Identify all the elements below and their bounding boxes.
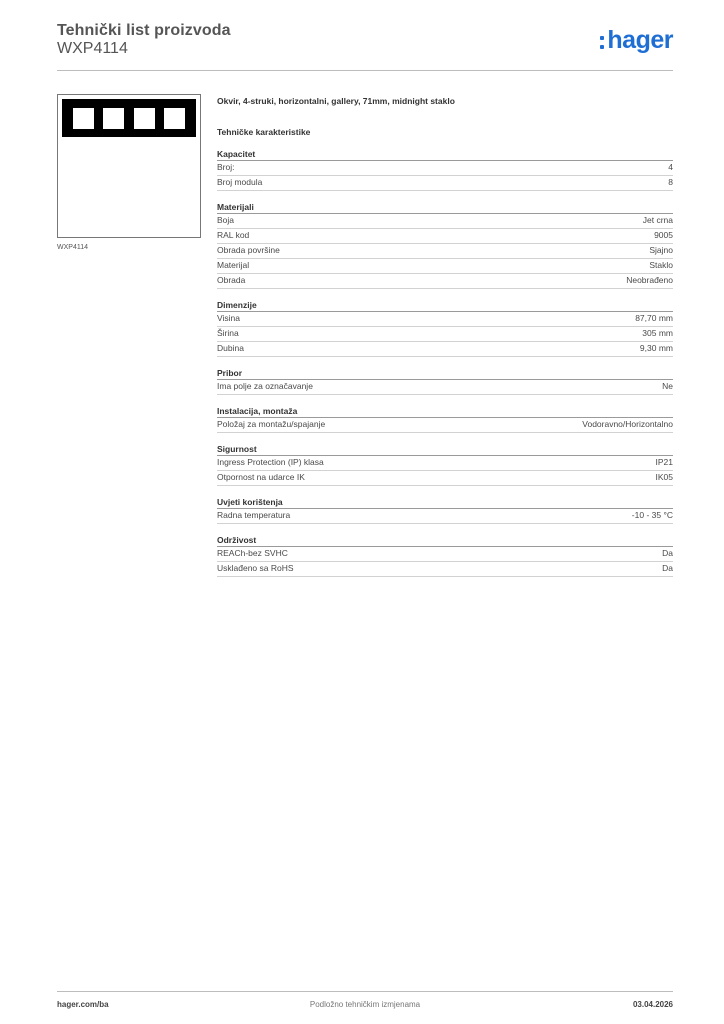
spec-group	[217, 443, 673, 486]
spec-value: Da	[662, 548, 673, 558]
frame-illustration	[62, 99, 196, 137]
spec-value: 9005	[654, 230, 673, 240]
spec-value: Jet crna	[642, 215, 673, 225]
spec-group	[217, 496, 673, 524]
spec-value: 305 mm	[642, 328, 673, 338]
product-description: Okvir, 4-struki, horizontalni, gallery, 71mm, midnight staklo	[217, 96, 455, 106]
spec-group-title: Instalacija, montaža	[217, 405, 673, 418]
spec-group-title: Uvjeti korištenja	[217, 496, 673, 509]
spec-group	[217, 367, 673, 395]
spec-label: Broj modula	[217, 177, 263, 187]
spec-row	[217, 418, 673, 433]
spec-row	[217, 161, 673, 176]
tech-characteristics-heading: Tehničke karakteristike	[217, 127, 311, 137]
spec-value: IK05	[655, 472, 673, 482]
spec-value: Vodoravno/Horizontalno	[582, 419, 673, 429]
spec-label: Obrada	[217, 275, 246, 285]
page-header	[57, 20, 673, 71]
spec-group-title: Materijali	[217, 201, 673, 214]
spec-label: Ingress Protection (IP) klasa	[217, 457, 324, 467]
footer-date: 03.04.2026	[632, 1000, 673, 1009]
spec-label: Položaj za montažu/spajanje	[217, 419, 326, 429]
spec-group-title: Kapacitet	[217, 148, 673, 161]
spec-group	[217, 201, 673, 289]
spec-row	[217, 244, 673, 259]
spec-group-title: Održivost	[217, 534, 673, 547]
logo-colon-icon	[600, 36, 604, 49]
spec-label: Radna temperatura	[217, 510, 291, 520]
spec-label: Otpornost na udarce IK	[217, 472, 305, 482]
spec-row	[217, 547, 673, 562]
spec-value: Sjajno	[649, 245, 673, 255]
spec-value: 9,30 mm	[639, 343, 673, 353]
spec-label: Širina	[217, 328, 239, 338]
spec-row	[217, 214, 673, 229]
spec-value: Neobrađeno	[626, 275, 673, 285]
spec-row	[217, 342, 673, 357]
spec-row	[217, 176, 673, 191]
image-caption: WXP4114	[57, 244, 88, 251]
spec-group-title: Dimenzije	[217, 299, 673, 312]
spec-value: 8	[668, 177, 673, 187]
footer-website: hager.com/ba	[57, 1000, 109, 1009]
spec-label: Usklađeno sa RoHS	[217, 563, 294, 573]
spec-label: Dubina	[217, 343, 244, 353]
spec-row	[217, 380, 673, 395]
product-code: WXP4114	[57, 40, 128, 57]
spec-label: Boja	[217, 215, 235, 225]
spec-row	[217, 471, 673, 486]
document-title: Tehnički list proizvoda	[57, 22, 231, 39]
spec-value: 4	[668, 162, 673, 172]
spec-value: Da	[662, 563, 673, 573]
spec-group	[217, 405, 673, 433]
spec-group-title: Pribor	[217, 367, 673, 380]
hager-logo	[600, 28, 673, 53]
spec-label: Broj:	[217, 162, 235, 172]
spec-content	[217, 94, 673, 577]
spec-value: IP21	[655, 457, 673, 467]
spec-label: REACh-bez SVHC	[217, 548, 288, 558]
spec-label: Ima polje za označavanje	[217, 381, 313, 391]
spec-group-title: Sigurnost	[217, 443, 673, 456]
frame-slot	[134, 108, 155, 129]
spec-row	[217, 259, 673, 274]
spec-row	[217, 509, 673, 524]
spec-row	[217, 327, 673, 342]
spec-row	[217, 274, 673, 289]
spec-value: -10 - 35 °C	[631, 510, 673, 520]
spec-value: Staklo	[649, 260, 673, 270]
spec-label: Materijal	[217, 260, 250, 270]
spec-value: Ne	[662, 381, 673, 391]
spec-group	[217, 148, 673, 191]
frame-slot	[73, 108, 94, 129]
frame-slot	[164, 108, 185, 129]
footer-note: Podložno tehničkim izmjenama	[309, 1000, 421, 1009]
spec-row	[217, 312, 673, 327]
spec-row	[217, 562, 673, 577]
spec-group	[217, 534, 673, 577]
page-footer	[57, 991, 673, 1016]
spec-groups	[217, 148, 673, 577]
spec-group	[217, 299, 673, 357]
spec-row	[217, 229, 673, 244]
spec-value: 87,70 mm	[635, 313, 673, 323]
spec-label: RAL kod	[217, 230, 250, 240]
logo-text: hager	[607, 26, 673, 54]
frame-slot	[103, 108, 124, 129]
product-image	[57, 94, 201, 238]
spec-row	[217, 456, 673, 471]
spec-label: Visina	[217, 313, 240, 323]
spec-label: Obrada površine	[217, 245, 280, 255]
